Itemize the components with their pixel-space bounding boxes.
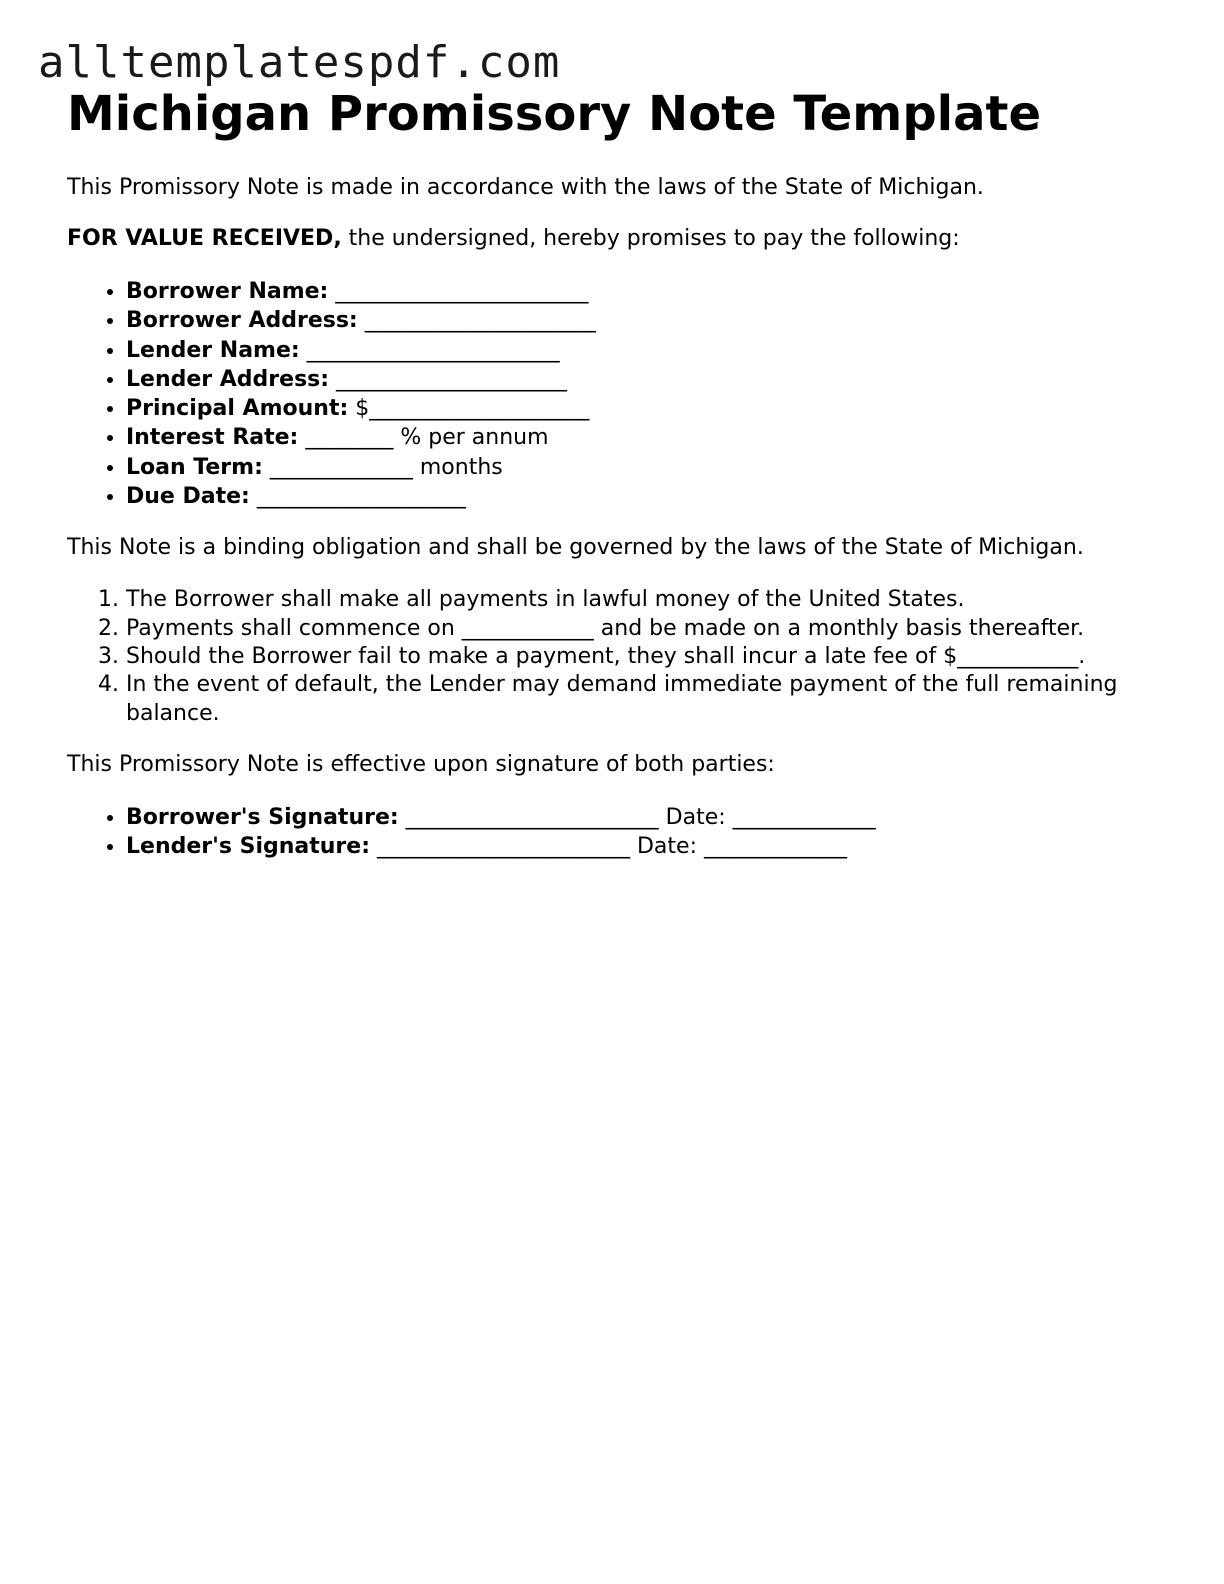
loan-fields-list [67, 277, 1177, 511]
term-item: 3. Should the Borrower fail to make a payment, they shall incur a late fee of $___________. [126, 643, 1177, 671]
document-title: Michigan Promissory Note Template [67, 86, 1042, 142]
field-blank: ________ % per annum [298, 425, 549, 451]
intro-paragraph: This Promissory Note is made in accordance with the laws of the State of Michigan. [67, 175, 984, 200]
field-blank: _____________________ [357, 308, 596, 334]
term-item: 1. The Borrower shall make all payments in lawful money of the United States. [126, 586, 1177, 614]
field-due-date [126, 482, 1177, 511]
value-received-bold: FOR VALUE RECEIVED, [67, 226, 342, 251]
field-principal-amount [126, 394, 1177, 423]
field-label: Borrower Address: [126, 308, 358, 334]
borrower-signature-line [126, 803, 1177, 832]
effective-paragraph: This Promissory Note is effective upon signature of both parties: [67, 751, 775, 777]
field-label: Principal Amount: [126, 396, 349, 422]
field-label: Loan Term: [126, 454, 263, 480]
signatures-list [67, 803, 1177, 862]
signature-label: Borrower's Signature: [126, 804, 399, 830]
field-interest-rate [126, 423, 1177, 452]
field-label: Lender Address: [126, 366, 330, 392]
field-loan-term [126, 453, 1177, 482]
term-item: 2. Payments shall commence on ____________ and be made on a monthly basis thereafter. [126, 615, 1177, 643]
value-received-text: the undersigned, hereby promises to pay the following: [341, 226, 960, 251]
field-borrower-address [126, 306, 1177, 335]
watermark: alltemplatespdf.com [38, 37, 561, 88]
field-blank: _____________________ [329, 366, 568, 392]
value-received-paragraph [67, 225, 1177, 253]
lender-signature-line [126, 832, 1177, 861]
field-borrower-name [126, 277, 1177, 306]
field-lender-name [126, 336, 1177, 365]
field-label: Borrower Name: [126, 279, 329, 304]
signature-blank: _______________________ Date: _____________ [398, 804, 876, 830]
field-blank: $____________________ [348, 396, 590, 422]
signature-label: Lender's Signature: [126, 834, 370, 860]
binding-paragraph: This Note is a binding obligation and shall be governed by the laws of the State of Michigan. [67, 535, 1084, 561]
field-label: Lender Name: [126, 337, 300, 363]
document-body [67, 84, 1177, 861]
field-blank: _____________ months [262, 454, 503, 480]
field-label: Interest Rate: [126, 425, 299, 451]
terms-list [67, 586, 1177, 727]
signature-blank: _______________________ Date: _____________ [370, 834, 847, 860]
field-label: Due Date: [126, 484, 250, 510]
field-blank: ___________________ [249, 484, 466, 510]
field-blank: _______________________ [328, 279, 589, 304]
field-lender-address [126, 365, 1177, 394]
term-item: 4. In the event of default, the Lender may demand immediate payment of the full remaining balance. [126, 671, 1177, 728]
field-blank: _______________________ [299, 337, 560, 363]
